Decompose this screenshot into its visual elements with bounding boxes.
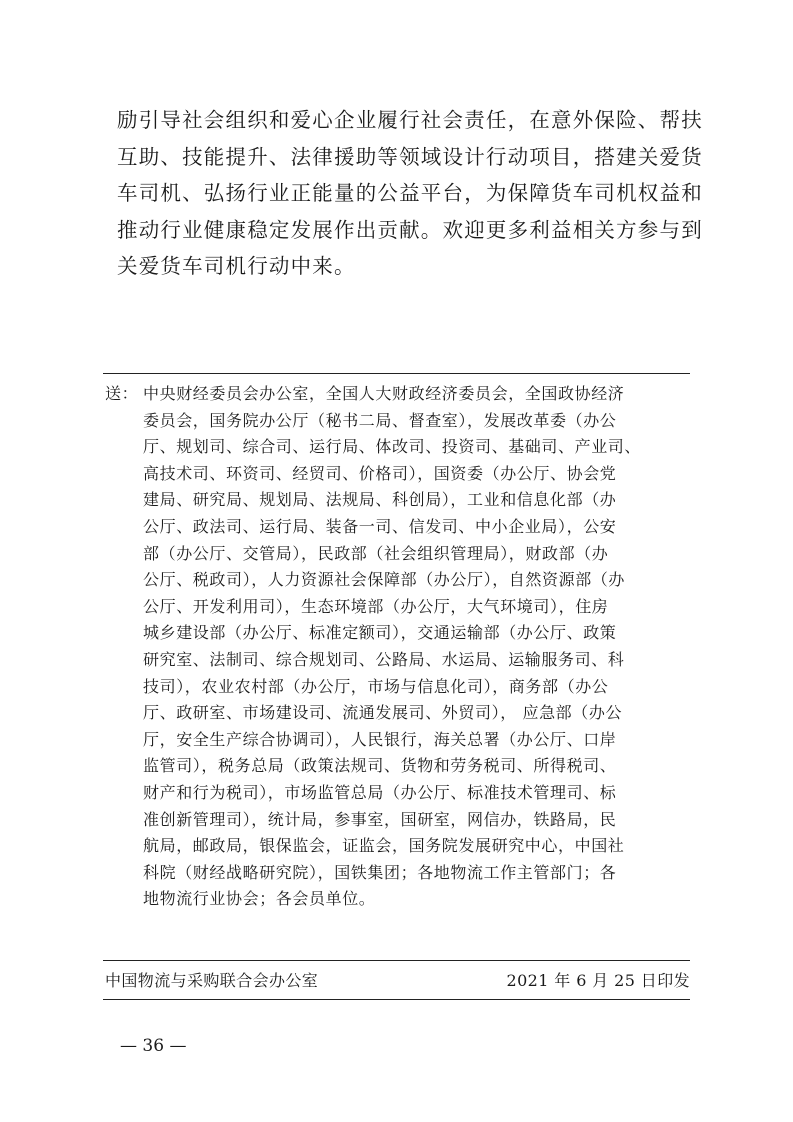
issuance-footer [105, 969, 690, 993]
distribution-line: 公厅、开发利用司），生态环境部（办公厅，大气环境司），住房 [143, 596, 609, 616]
issuer-name: 中国物流与采购联合会办公室 [105, 971, 319, 990]
body-line: 关爱货车司机行动中来。 [117, 254, 356, 278]
distribution-list [105, 381, 690, 913]
distribution-line: 监管司），税务总局（政策法规司、货物和劳务税司、所得税司、 [143, 756, 617, 776]
divider-top [103, 373, 690, 374]
distribution-line: 科院（财经战略研究院），国铁集团；各地物流工作主管部门；各 [143, 862, 617, 882]
body-line: 推动行业健康稳定发展作出贡献。欢迎更多利益相关方参与到 [117, 217, 703, 242]
distribution-line: 研究室、法制司、综合规划司、公路局、水运局、运输服务司、科 [143, 649, 625, 669]
distribution-line: 航局，邮政局，银保监会，证监会，国务院发展研究中心，中国社 [143, 836, 625, 856]
distribution-line: 厅，安全生产综合协调司），人民银行，海关总署（办公厅、口岸 [143, 729, 617, 749]
issue-date: 2021 年 6 月 25 日印发 [506, 971, 690, 990]
distribution-line: 公厅、税政司），人力资源社会保障部（办公厅），自然资源部（办 [143, 570, 626, 590]
distribution-line: 建局、研究局、规划局、法规局、科创局），工业和信息化部（办 [143, 490, 617, 510]
distribution-line: 公厅、政法司、运行局、装备一司、信发司、中小企业局），公安 [143, 516, 617, 536]
distribution-line: 厅、规划司、综合司、运行局、体改司、投资司、基础司、产业司、 [143, 437, 642, 457]
page-number: — 36 — [120, 1036, 187, 1056]
body-paragraph [117, 102, 703, 285]
distribution-line: 财产和行为税司），市场监管总局（办公厅、标准技术管理司、标 [143, 782, 617, 802]
distribution-line: 准创新管理司），统计局，参事室，国研室，网信办，铁路局，民 [143, 809, 617, 829]
distribution-line: 地物流行业协会；各会员单位。 [143, 889, 376, 909]
distribution-line: 城乡建设部（办公厅、标准定额司），交通运输部（办公厅、政策 [143, 623, 617, 643]
distribution-line: 厅、政研室、市场建设司、流通发展司、外贸司）， 应急部（办公 [143, 703, 623, 723]
distribution-line: 技司），农业农村部（办公厅，市场与信息化司），商务部（办公 [143, 676, 609, 696]
distribution-first-row [105, 381, 690, 408]
body-line: 车司机、弘扬行业正能量的公益平台，为保障货车司机权益和 [117, 181, 703, 205]
divider-middle [103, 960, 690, 961]
distribution-line: 部（办公厅、交管局），民政部（社会组织管理局），财政部（办 [143, 543, 609, 563]
body-line: 互助、技能提升、法律援助等领域设计行动项目，搭建关爱货 [117, 144, 703, 169]
distribution-line: 中央财经委员会办公室，全国人大财政经济委员会，全国政协经济 [143, 384, 625, 403]
distribution-label: 送： [105, 384, 139, 403]
body-line: 励引导社会组织和爱心企业履行社会责任，在意外保险、帮扶 [117, 108, 703, 132]
distribution-line: 委员会，国务院办公厅（秘书二局、督查室），发展改革委（办公 [143, 410, 617, 430]
distribution-line: 高技术司、环资司、经贸司、价格司），国资委（办公厅、协会党 [143, 463, 617, 483]
divider-bottom [103, 999, 690, 1000]
